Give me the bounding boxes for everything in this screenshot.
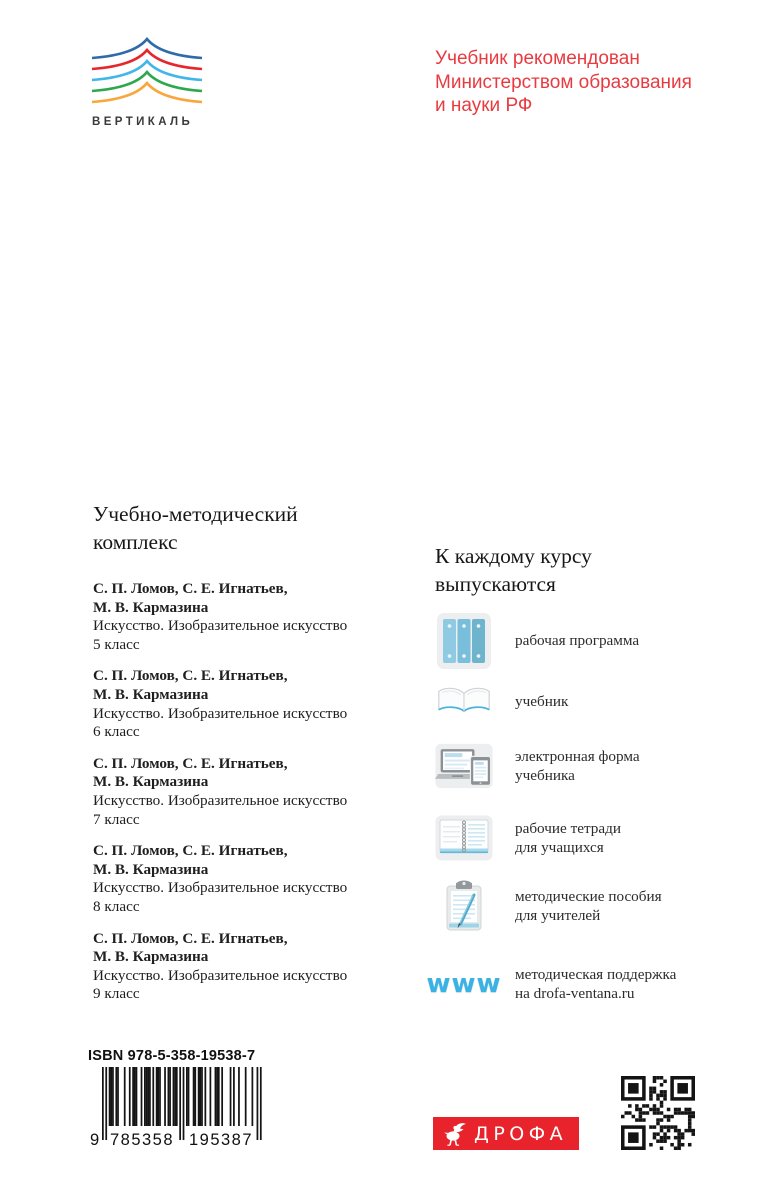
spiral-notebook-icon (435, 815, 493, 861)
course-kit-section (426, 542, 745, 1102)
book-grade: 7 класс (93, 810, 140, 828)
course-kit-heading: К каждому курсу выпускаются (435, 544, 592, 596)
umk-heading: Учебно-методический комплекс (93, 502, 298, 554)
barcode-digit-left: 9 (90, 1131, 101, 1147)
kit-item-label: рабочие тетради для учащихся (515, 819, 621, 856)
devices-icon (435, 738, 493, 794)
drofa-bird-icon (443, 1121, 467, 1147)
isbn-barcode (88, 1048, 268, 1147)
kit-item-label: методическая поддержка на drofa-ventana.ru (515, 965, 677, 1002)
workbooks-icon (435, 612, 493, 670)
publisher-name: ДРОФА (474, 1122, 568, 1145)
book-title: Искусство. Изобразительное искусство (93, 704, 348, 722)
clipboard-icon (435, 879, 493, 933)
book-title: Искусство. Изобразительное искусство (93, 966, 348, 984)
kit-item-workbooks (435, 806, 621, 870)
ean13-barcode-icon (88, 1067, 268, 1147)
book-entry (93, 755, 393, 829)
book-authors: С. П. Ломов, С. Е. Игнатьев, М. В. Кармазина (93, 580, 288, 616)
kit-item-textbook (435, 670, 568, 734)
kit-item-label: рабочая программа (515, 632, 640, 650)
vertikal-brand-text: ВЕРТИКАЛЬ (92, 116, 194, 128)
isbn-label: ISBN 978-5-358-19538-7 (88, 1048, 256, 1064)
www-icon: www (426, 969, 502, 999)
book-authors: С. П. Ломов, С. Е. Игнатьев, М. В. Кармазина (93, 667, 288, 703)
book-entry (93, 667, 393, 741)
book-title: Искусство. Изобразительное искусство (93, 617, 348, 635)
book-title: Искусство. Изобразительное искусство (93, 791, 348, 809)
barcode-digits-group1: 785358 (109, 1131, 175, 1147)
kit-item-label: электронная форма учебника (515, 747, 640, 784)
umk-section (93, 500, 393, 1017)
book-grade: 9 класс (93, 985, 140, 1003)
open-book-icon (435, 680, 493, 724)
kit-item-ebook (435, 734, 640, 798)
vertikal-chevrons-icon (90, 36, 206, 106)
vertikal-logo (90, 36, 210, 128)
kit-item-label: учебник (515, 693, 569, 711)
book-title: Искусство. Изобразительное искусство (93, 879, 348, 897)
book-grade: 8 класс (93, 897, 140, 915)
book-entry (93, 580, 393, 654)
kit-item-work-program (435, 609, 639, 673)
notice-line: Учебник рекомендован (435, 48, 640, 69)
notice-line: Министерством образования (435, 71, 692, 93)
book-grade: 6 класс (93, 723, 140, 741)
book-authors: С. П. Ломов, С. Е. Игнатьев, М. В. Кармазина (93, 754, 288, 791)
kit-item-label: методические пособия для учителей (515, 887, 662, 924)
book-authors: С. П. Ломов, С. Е. Игнатьев, М. В. Кармазина (93, 929, 288, 966)
book-entry (93, 842, 393, 916)
book-grade: 5 класс (93, 635, 140, 653)
ministry-recommendation (435, 47, 692, 118)
kit-item-teacher-guides (435, 874, 662, 938)
qr-code-icon (621, 1076, 695, 1155)
kit-item-web-support (426, 952, 677, 1016)
notice-line: и науки РФ (435, 95, 533, 116)
barcode-digits-group2: 195387 (188, 1131, 254, 1147)
drofa-publisher-logo (433, 1117, 579, 1150)
book-entry (93, 930, 393, 1004)
book-authors: С. П. Ломов, С. Е. Игнатьев, М. В. Кармазина (93, 842, 288, 878)
